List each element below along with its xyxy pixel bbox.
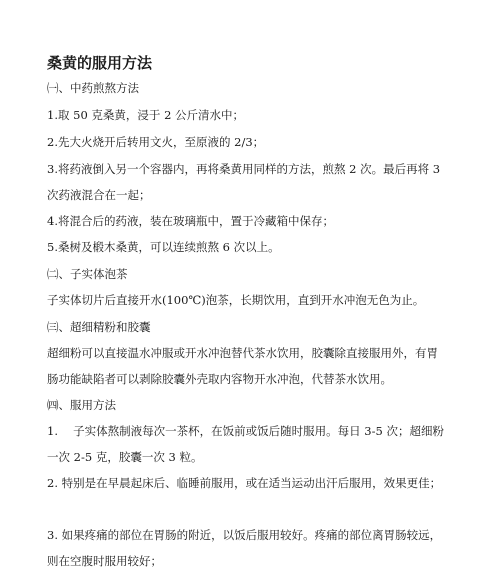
paragraph-line: 1.取 50 克桑黄，浸于 2 公斤清水中；	[47, 108, 245, 122]
section-heading-decoction: ㈠、中药煎熬方法	[47, 81, 139, 95]
page-title: 桑黄的服用方法	[47, 54, 153, 72]
paragraph-line: 子实体切片后直接开水(100℃)泡茶，长期饮用，直到开水冲泡无色为止。	[47, 293, 425, 307]
paragraph-line: 2. 特别是在早晨起床后、临睡前服用，或在适当运动出汗后服用，效果更佳；	[47, 476, 442, 490]
paragraph-line: 超细粉可以直接温水冲服或开水冲泡替代茶水饮用，胶囊除直接服用外，有胃	[47, 346, 438, 360]
section-heading-tea: ㈡、子实体泡茶	[47, 267, 128, 281]
paragraph-line: 3. 如果疼痛的部位在胃肠的附近，以饭后服用较好。疼痛的部位离胃肠较远，	[47, 528, 442, 542]
paragraph-line: 肠功能缺陷者可以剥除胶囊外壳取内容物开水冲泡，代替茶水饮用。	[47, 372, 392, 386]
paragraph-line: 5.桑树及椴木桑黄，可以连续煎熬 6 次以上。	[47, 240, 280, 254]
paragraph-line: 则在空腹时服用较好；	[47, 554, 162, 568]
paragraph-line: 1. 子实体熬制液每次一茶杯，在饭前或饭后随时服用。每日 3-5 次；超细粉	[47, 424, 444, 438]
paragraph-line: 2.先大火烧开后转用文火，至原液的 2/3；	[47, 135, 265, 149]
paragraph-line: 3.将药液倒入另一个容器内，再将桑黄用同样的方法，煎熬 2 次。最后再将 3	[47, 162, 441, 176]
paragraph-line: 一次 2-5 克，胶囊一次 3 粒。	[47, 450, 203, 464]
paragraph-line: 次药液混合在一起；	[47, 188, 151, 202]
section-heading-powder: ㈢、超细精粉和胶囊	[47, 320, 151, 334]
paragraph-line: 4.将混合后的药液，装在玻璃瓶中，置于冷藏箱中保存；	[47, 214, 334, 228]
section-heading-usage: ㈣、服用方法	[47, 398, 116, 412]
